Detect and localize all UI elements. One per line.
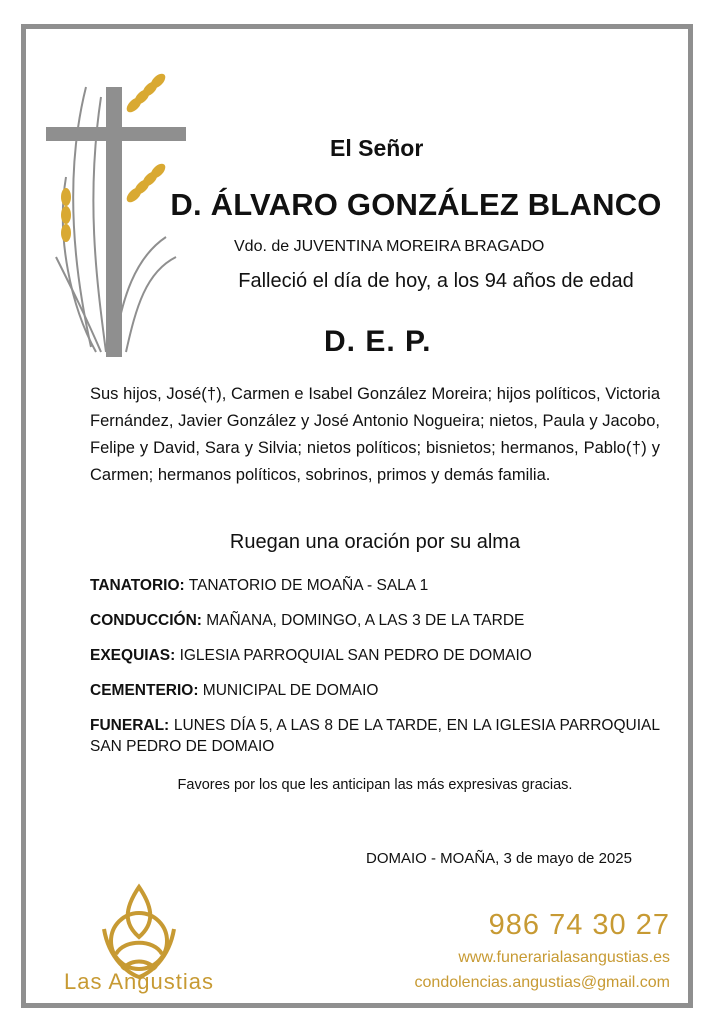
detail-tanatorio — [90, 575, 660, 596]
email-link[interactable]: condolencias.angustias@gmail.com — [414, 974, 670, 991]
place-date: DOMAIO - MOAÑA, 3 de mayo de 2025 — [366, 850, 632, 867]
detail-value: IGLESIA PARROQUIAL SAN PEDRO DE DOMAIO — [175, 647, 532, 664]
detail-funeral — [90, 715, 660, 757]
detail-label: EXEQUIAS: — [90, 647, 176, 664]
detail-label: FUNERAL: — [90, 717, 170, 734]
detail-label: CONDUCCIÓN: — [90, 612, 202, 629]
detail-label: CEMENTERIO: — [90, 682, 199, 699]
family-paragraph: Sus hijos, José(†), Carmen e Isabel González Moreira; hijos políticos, Victoria Fernández, Javier González y José Antonio Nogueira; nietos, Paula y Jacobo, Felipe y David, Sara y Silvia; nietos políticos; bisnietos; hermanos, Pablo(†) y Carmen; hermanos políticos, sobrinos, primos y demás familia. — [90, 385, 660, 484]
detail-value: TANATORIO DE MOAÑA - SALA 1 — [184, 577, 429, 594]
death-line: Falleció el día de hoy, a los 94 años de edad — [238, 270, 634, 292]
deceased-name: D. ÁLVARO GONZÁLEZ BLANCO — [170, 187, 662, 222]
widow-line: Vdo. de JUVENTINA MOREIRA BRAGADO — [234, 238, 545, 255]
brand-name: Las Angustias — [64, 969, 214, 994]
detail-label: TANATORIO: — [90, 577, 185, 594]
detail-conduccion — [90, 610, 660, 631]
website-link[interactable]: www.funerarialasangustias.es — [458, 949, 670, 966]
header-title: El Señor — [330, 135, 424, 161]
detail-value: MUNICIPAL DE DOMAIO — [198, 682, 379, 699]
detail-cementerio — [90, 680, 660, 701]
service-details — [90, 575, 660, 771]
phone-number[interactable]: 986 74 30 27 — [488, 909, 670, 941]
thanks-line: Favores por los que les anticipan las más expresivas gracias. — [177, 777, 573, 793]
detail-value: LUNES DÍA 5, A LAS 8 DE LA TARDE, EN LA IGLESIA PARROQUIAL SAN PEDRO DE DOMAIO — [90, 717, 660, 755]
obituary-sheet — [21, 24, 693, 1008]
prayer-line: Ruegan una oración por su alma — [229, 531, 521, 553]
dep-text: D. E. P. — [324, 325, 432, 358]
detail-exequias — [90, 645, 660, 666]
detail-value: MAÑANA, DOMINGO, A LAS 3 DE LA TARDE — [201, 612, 525, 629]
